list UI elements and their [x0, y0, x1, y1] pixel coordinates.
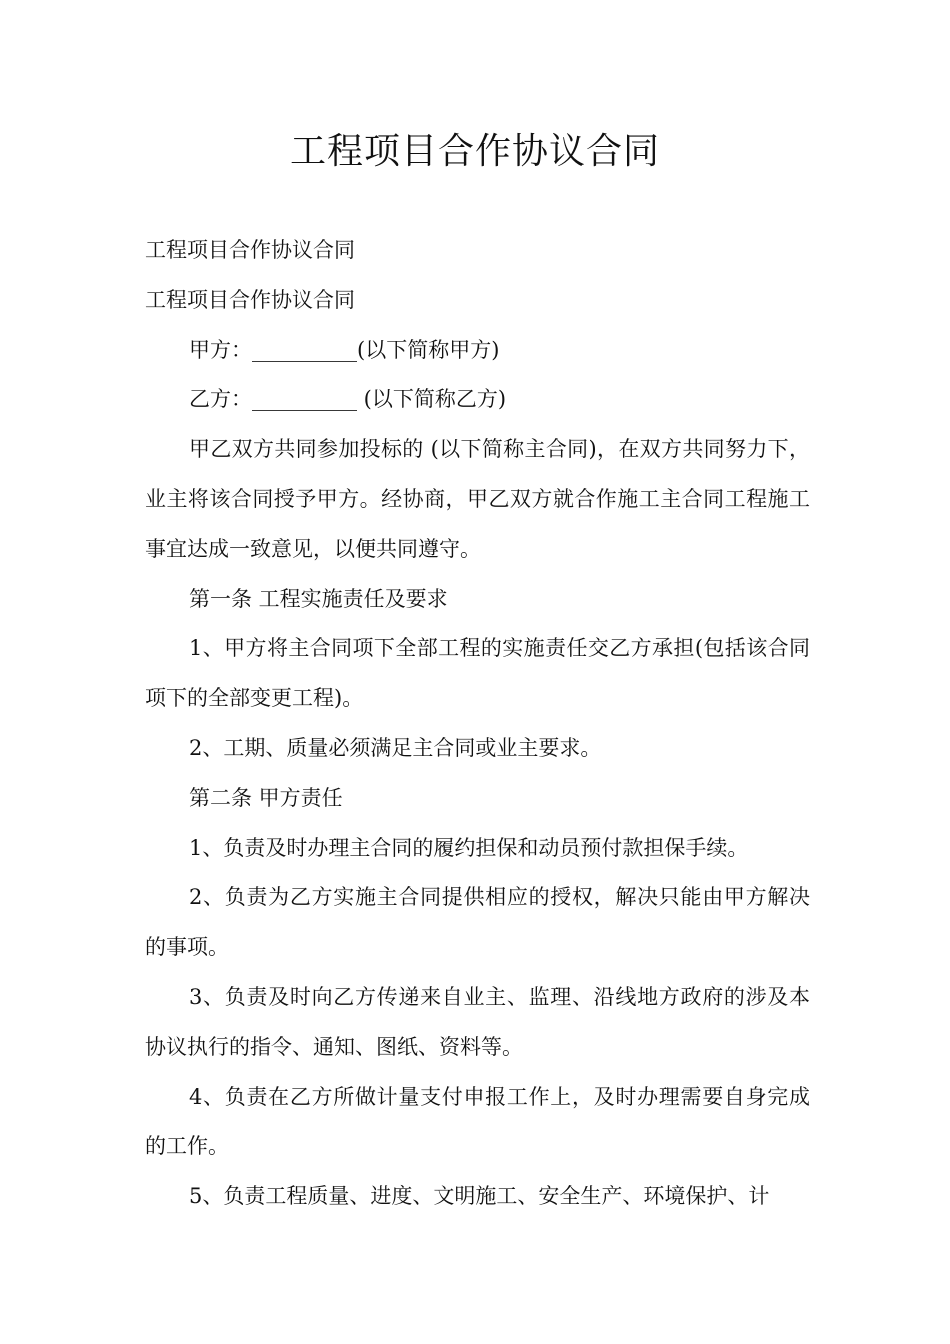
article-2-clause-1: 1、负责及时办理主合同的履约担保和动员预付款担保手续。 [189, 835, 749, 860]
article-2-clause-5: 5、负责工程质量、进度、文明施工、安全生产、环境保护、计 [189, 1184, 770, 1209]
article-1-heading: 第一条 工程实施责任及要求 [189, 586, 448, 611]
party-a-line: 甲方：__________(以下简称甲方) [189, 337, 500, 362]
article-2-clause-2: 2、负责为乙方实施主合同提供相应的授权，解决只能由甲方解决的事项。 [145, 885, 810, 960]
paragraph-heading-repeat-1: 工程项目合作协议合同 [145, 238, 355, 262]
paragraph-heading-repeat-2: 工程项目合作协议合同 [145, 287, 355, 312]
article-2-heading: 第二条 甲方责任 [189, 785, 343, 810]
document-title: 工程项目合作协议合同 [289, 131, 660, 172]
article-1-clause-2: 2、工期、质量必须满足主合同或业主要求。 [189, 735, 602, 760]
article-2-clause-4: 4、负责在乙方所做计量支付申报工作上，及时办理需要自身完成的工作。 [145, 1084, 810, 1159]
article-2-clause-3: 3、负责及时向乙方传递来自业主、监理、沿线地方政府的涉及本协议执行的指令、通知、图纸、资料等。 [145, 984, 810, 1059]
party-b-line: 乙方：__________ (以下简称乙方) [189, 387, 507, 412]
article-1-clause-1: 1、甲方将主合同项下全部工程的实施责任交乙方承担(包括该合同项下的全部变更工程)。 [145, 636, 810, 711]
preamble-paragraph: 甲乙双方共同参加投标的 (以下简称主合同)，在双方共同努力下，业主将该合同授予甲方。经协商，甲乙双方就合作施工主合同工程施工事宜达成一致意见，以便共同遵守。 [145, 437, 810, 561]
document-body [145, 226, 810, 1222]
